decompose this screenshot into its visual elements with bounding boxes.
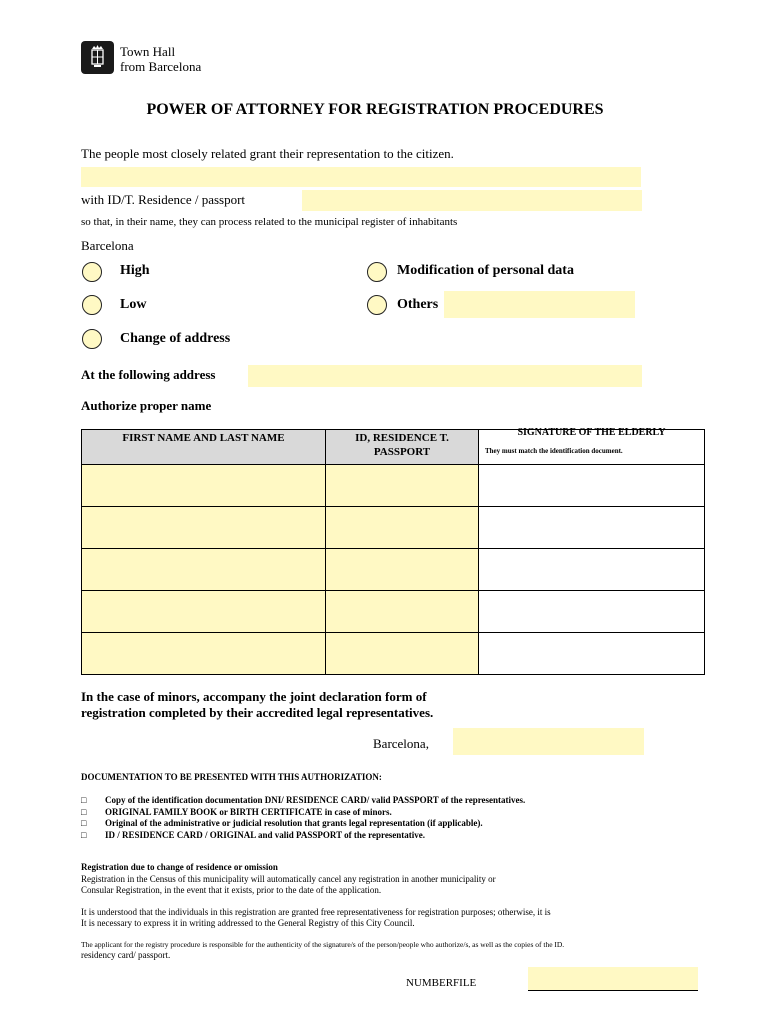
radio-high[interactable] <box>82 262 102 282</box>
radio-low[interactable] <box>82 295 102 315</box>
org-line2: from Barcelona <box>120 59 202 74</box>
registration-heading: Registration due to change of residence or omission <box>81 862 278 872</box>
signature-cell[interactable] <box>479 591 705 633</box>
id-cell[interactable] <box>326 465 479 507</box>
authorize-label: Authorize proper name <box>81 398 212 413</box>
page-title: POWER OF ATTORNEY FOR REGISTRATION PROCEDURES <box>146 101 604 118</box>
name-cell[interactable] <box>82 591 326 633</box>
name-cell[interactable] <box>82 549 326 591</box>
signature-cell[interactable] <box>479 633 705 675</box>
radio-high-label: High <box>120 263 150 278</box>
radio-low-label: Low <box>120 297 147 312</box>
col-header-name: FIRST NAME AND LAST NAME <box>82 430 326 465</box>
address-label: At the following address <box>81 367 216 382</box>
list-item: □ Original of the administrative or judicial resolution that grants legal representation (if applicable). <box>81 818 483 828</box>
col-header-signature: SIGNATURE OF THE ELDERLY They must match the identification document. <box>479 430 705 465</box>
registration-p2: It is understood that the individuals in this registration are granted free representativeness for registration purposes; otherwise, it is It is necessary to express it in writing addressed to the General Registry of this City Council. <box>81 907 551 928</box>
signature-cell[interactable] <box>479 465 705 507</box>
registration-p3: The applicant for the registry procedure is responsible for the authenticity of the signature/s of the person/people who authorize/s, as well as the copies of the ID. residency card/ passport. <box>81 940 565 960</box>
citizen-name-field[interactable] <box>81 167 641 187</box>
sign-city-label: Barcelona, <box>373 736 429 751</box>
list-item: □ ORIGINAL FAMILY BOOK or BIRTH CERTIFICATE in case of minors. <box>81 806 392 817</box>
radio-change-address[interactable] <box>82 329 102 349</box>
id-label: with ID/T. Residence / passport <box>81 192 246 207</box>
table-row <box>82 465 705 507</box>
radio-modification[interactable] <box>367 262 387 282</box>
numberfile-field[interactable] <box>528 967 698 991</box>
id-cell[interactable] <box>326 549 479 591</box>
signature-cell[interactable] <box>479 549 705 591</box>
authorization-table <box>81 429 705 675</box>
id-cell[interactable] <box>326 507 479 549</box>
numberfile-label: NUMBERFILE <box>406 977 477 989</box>
name-cell[interactable] <box>82 633 326 675</box>
signature-cell[interactable] <box>479 507 705 549</box>
name-cell[interactable] <box>82 465 326 507</box>
barcelona-crest-icon <box>81 41 114 74</box>
table-row <box>82 507 705 549</box>
id-cell[interactable] <box>326 591 479 633</box>
id-cell[interactable] <box>326 633 479 675</box>
purpose-line: so that, in their name, they can process related to the municipal register of inhabitants <box>81 216 458 228</box>
col-header-id: ID, RESIDENCE T. PASSPORT <box>326 430 479 465</box>
minors-note: In the case of minors, accompany the joint declaration form of registration completed by their accredited legal representatives. <box>81 689 434 720</box>
documentation-heading: DOCUMENTATION TO BE PRESENTED WITH THIS AUTHORIZATION: <box>81 772 382 782</box>
name-cell[interactable] <box>82 507 326 549</box>
table-row <box>82 591 705 633</box>
org-line1: Town Hall <box>120 44 176 59</box>
radio-modification-label: Modification of personal data <box>397 263 574 278</box>
org-name <box>120 44 201 74</box>
table-row <box>82 549 705 591</box>
intro-line: The people most closely related grant their representation to the citizen. <box>81 146 454 161</box>
radio-others-label: Others <box>397 297 439 312</box>
list-item: □ ID / RESIDENCE CARD / ORIGINAL and valid PASSPORT of the representative. <box>81 829 426 840</box>
registration-p1: Registration in the Census of this municipality will automatically cancel any registration in another municipality or Consular Registration, in the event that it exists, prior to the date of the application. <box>81 874 496 895</box>
list-item: □ Copy of the identification documentation DNI/ RESIDENCE CARD/ valid PASSPORT of the representatives. <box>81 795 526 805</box>
citizen-id-field[interactable] <box>302 190 642 211</box>
city-label: Barcelona <box>81 238 134 253</box>
radio-change-address-label: Change of address <box>120 331 231 346</box>
others-field[interactable] <box>444 291 635 318</box>
table-row <box>82 633 705 675</box>
radio-others[interactable] <box>367 295 387 315</box>
sign-date-field[interactable] <box>453 728 644 755</box>
address-field[interactable] <box>248 365 642 387</box>
documentation-list <box>81 795 525 841</box>
